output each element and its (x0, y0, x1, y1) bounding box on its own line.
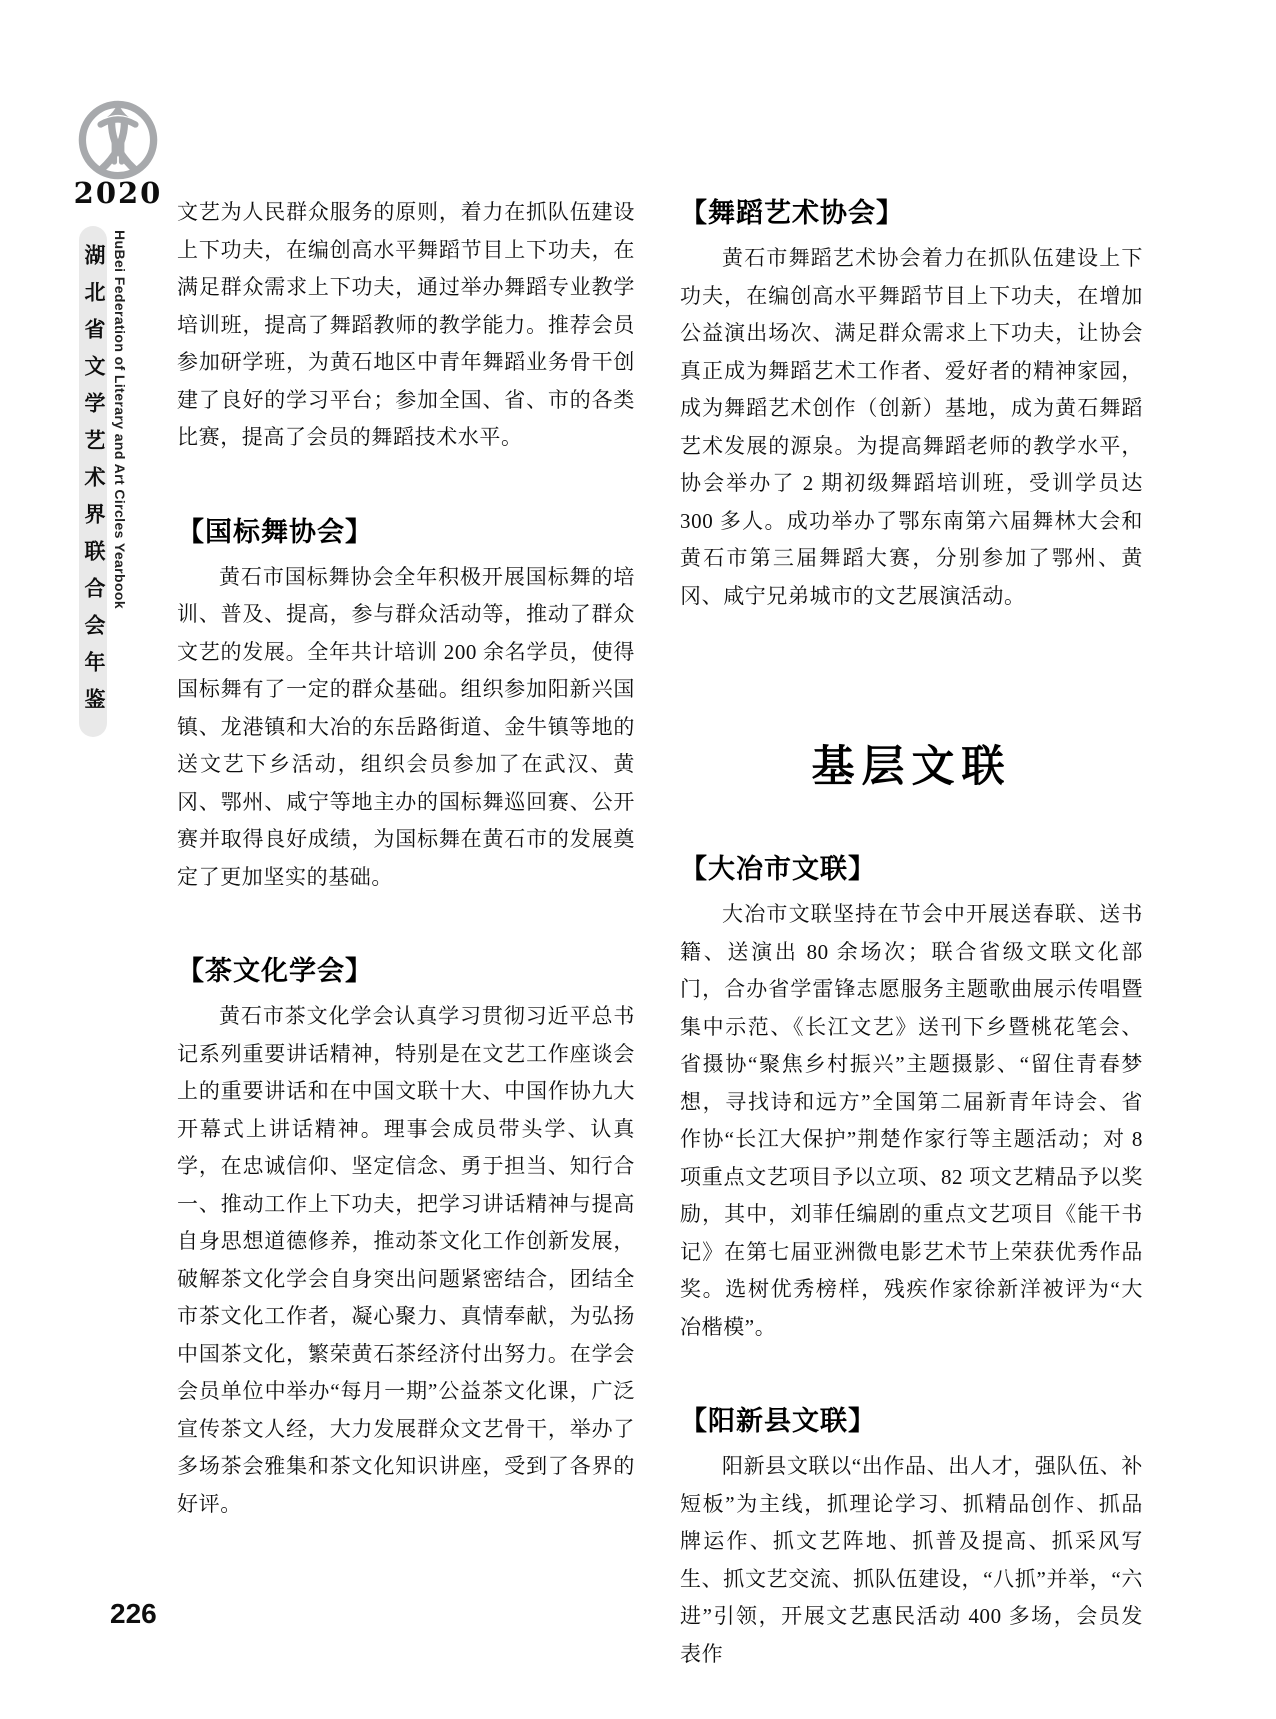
entry-title-guobiaowu-association: 【国标舞协会】 (177, 516, 373, 547)
entry-title-daye-federation: 【大冶市文联】 (680, 854, 876, 884)
federation-logo-icon (72, 98, 164, 182)
year-label: 2020 (73, 176, 163, 210)
text-columns (177, 194, 1143, 1673)
entry-title-yangxin-federation: 【阳新县文联】 (680, 1406, 876, 1436)
entry-title-dance-art-association: 【舞蹈艺术协会】 (680, 198, 904, 228)
chapter-title: 基层文联 (811, 743, 1012, 791)
page-number: 226 (110, 1598, 157, 1629)
sidebar-chinese-title: 湖北省文学艺术界联合会年鉴 (79, 226, 107, 737)
brand-block (70, 98, 166, 210)
intro-paragraph: 文艺为人民群众服务的原则，着力在抓队伍建设上下功夫，在编创高水平舞蹈节目上下功夫，在满足群众需求上下功夫，通过举办舞蹈专业教学培训班，提高了舞蹈教师的教学能力。推荐会员参加研学班，为黄石地区中青年舞蹈业务骨干创建了良好的学习平台；参加全国、省、市的各类比赛，提高了会员的舞蹈技术水平。 (177, 200, 635, 449)
entry-body-tea-culture-society: 黄石市茶文化学会认真学习贯彻习近平总书记系列重要讲话精神，特别是在文艺工作座谈会上的重要讲话和在中国文联十大、中国作协九大开幕式上讲话精神。理事会成员带头学、认真学，在忠诚信仰、坚定信念、勇于担当、知行合一、推动工作上下功夫，把学习讲话精神与提高自身思想道德修养，推动茶文化工作创新发展，破解茶文化学会自身突出问题紧密结合，团结全市茶文化工作者，凝心聚力、真情奉献，为弘扬中国茶文化，繁荣黄石茶经济付出努力。在学会会员单位中举办“每月一期”公益茶文化课，广泛宣传茶文人经，大力发展群众文艺骨干，举办了多场茶会雅集和茶文化知识讲座，受到了各界的好评。 (177, 1004, 635, 1516)
entry-body-daye-federation: 大冶市文联坚持在节会中开展送春联、送书籍、送演出 80 余场次；联合省级文联文化部门，合办省学雷锋志愿服务主题歌曲展示传唱暨集中示范、《长江文艺》送刊下乡暨桃花笔会、省摄协“聚焦乡村振兴”主题摄影、“留住青春梦想，寻找诗和远方”全国第二届新青年诗会、省作协“长江大保护”荆楚作家行等主题活动；对 8 项重点文艺项目予以立项、82 项文艺精品予以奖励，其中，刘菲任编剧的重点文艺项目《能干书记》在第七届亚洲微电影艺术节上荣获优秀作品奖。选树优秀榜样，残疾作家徐新洋被评为“大冶楷模”。 (680, 902, 1143, 1339)
entry-body-dance-art-association: 黄石市舞蹈艺术协会着力在抓队伍建设上下功夫，在编创高水平舞蹈节目上下功夫，在增加公益演出场次、满足群众需求上下功夫，让协会真正成为舞蹈艺术工作者、爱好者的精神家园，成为舞蹈艺术创作（创新）基地，成为黄石舞蹈艺术发展的源泉。为提高舞蹈老师的教学水平，协会举办了 2 期初级舞蹈培训班，受训学员达 300 多人。成功举办了鄂东南第六届舞林大会和黄石市第三届舞蹈大赛，分别参加了鄂州、黄冈、咸宁兄弟城市的文艺展演活动。 (680, 246, 1143, 608)
entry-body-guobiaowu-association: 黄石市国标舞协会全年积极开展国标舞的培训、普及、提高，参与群众活动等，推动了群众文艺的发展。全年共计培训 200 余名学员，使得国标舞有了一定的群众基础。组织参加阳新兴国镇、龙港镇和大冶的东岳路街道、金牛镇等地的送文艺下乡活动，组织会员参加了在武汉、黄冈、鄂州、咸宁等地主办的国标舞巡回赛、公开赛并取得良好成绩，为国标舞在黄石市的发展奠定了更加坚实的基础。 (177, 564, 635, 889)
left-column (177, 194, 635, 1673)
sidebar-english-title: HuBei Federation of Literary and Art Circles Yearbook (112, 230, 128, 610)
entry-title-tea-culture-society: 【茶文化学会】 (177, 956, 373, 986)
right-column (680, 194, 1143, 1673)
entry-body-yangxin-federation: 阳新县文联以“出作品、出人才，强队伍、补短板”为主线，抓理论学习、抓精品创作、抓品牌运作、抓文艺阵地、抓普及提高、抓采风写生、抓文艺交流、抓队伍建设，“八抓”并举，“六进”引领，开展文艺惠民活动 400 多场，会员发表作 (680, 1454, 1143, 1666)
